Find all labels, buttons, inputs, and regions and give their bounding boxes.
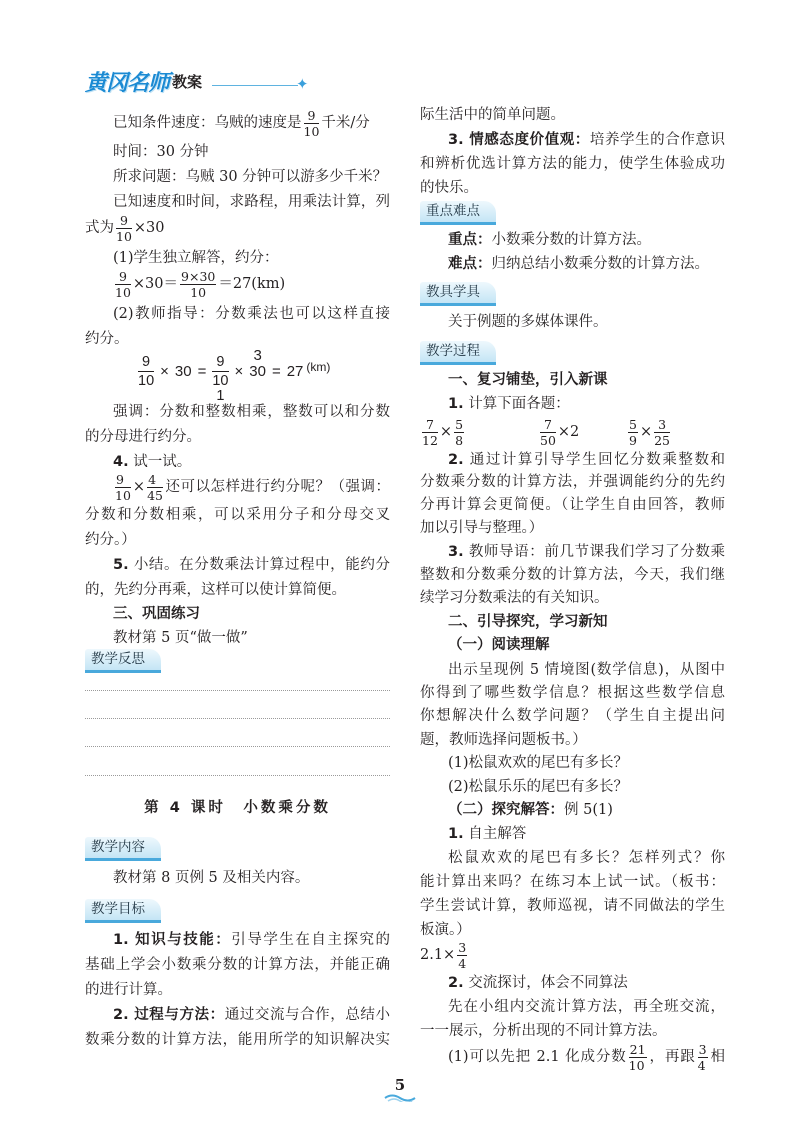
numerator: 5 (629, 416, 637, 432)
reading-line-d: 题，教师选择问题板书。） (420, 732, 587, 748)
key-label: 重点： (448, 232, 492, 248)
item-number: 1. (448, 826, 464, 842)
goal-label: 3. 情感态度价值观： (448, 132, 590, 148)
goal-text: 培养学生的合作意识 (589, 132, 725, 148)
intro-line-b: 整数和分数乘分数的计算方法，今天，我们继 (420, 567, 725, 583)
fraction (304, 109, 320, 138)
time-line: 时间：30 分钟 (113, 144, 209, 160)
fraction (116, 214, 132, 243)
numerator: 3 (654, 418, 670, 433)
equals-sign: = (197, 362, 207, 380)
fraction (147, 473, 163, 502)
recall-line-d: 加以引导与整理。） (420, 520, 544, 536)
denominator: 8 (455, 432, 464, 448)
speed-unit: 千米/分 (321, 115, 370, 131)
item-number: 2. (448, 975, 464, 991)
section-tag-content: 教学内容 (85, 837, 161, 861)
calc-text: 计算下面各题： (463, 396, 570, 412)
try-line-b: 分数和分数相乘，可以采用分子和分母交叉 (85, 507, 390, 523)
practice-heading: 三、巩固练习 (113, 606, 200, 622)
numerator: 9 (116, 214, 132, 229)
reading-line-c: 你想解决什么数学问题？（学生自主提出问 (420, 708, 725, 724)
fraction (180, 270, 216, 299)
explore-heading (420, 799, 725, 821)
fraction (115, 473, 131, 502)
exercise-row (420, 415, 725, 449)
reduced-integer: 3 (253, 346, 262, 364)
operator: × (439, 424, 453, 440)
denominator: 4 (458, 955, 467, 971)
step2-line-end: 约分。 (85, 331, 129, 347)
step1-line: (1)学生独立解答，约分： (113, 250, 279, 266)
item-number: 2. (448, 452, 464, 468)
tools-line: 关于例题的多媒体课件。 (448, 314, 608, 330)
fraction (422, 418, 438, 447)
try-text: 试一试。 (128, 454, 192, 470)
explore-label: （二）探究解答： (448, 802, 564, 818)
key-point-line (420, 229, 725, 251)
expression-rest: ×30 (133, 220, 165, 236)
reflection-rule (85, 746, 390, 747)
self-line-c: 能计算出来吗？在练习本上试一试。（板书： (420, 874, 725, 890)
unit: (km) (306, 360, 331, 374)
recall-line (420, 449, 725, 471)
expression-text: 式为 (85, 220, 114, 236)
self-line-d: 学生尝试计算，教师巡视，请不同做法的学生 (420, 898, 725, 914)
denominator: 50 (540, 432, 556, 448)
numerator: 9×30 (181, 268, 216, 284)
reflection-rule (85, 690, 390, 691)
denominator: 4 (697, 1057, 706, 1073)
times-sign: × (160, 362, 169, 380)
numerator: 5 (455, 416, 464, 432)
method1-middle: ，再跟 (648, 1049, 696, 1065)
reflection-rule (85, 718, 390, 719)
goal2-line-c: 际生活中的简单问题。 (420, 107, 565, 123)
self-heading (420, 823, 725, 845)
reduced-denominator: 1 (216, 387, 225, 404)
reading-heading: （一）阅读理解 (448, 637, 550, 653)
method1-line (420, 1040, 725, 1074)
denominator: 10 (115, 284, 131, 300)
section-tag-tools: 教具学具 (420, 282, 496, 306)
integer: 30 (249, 362, 266, 380)
fraction (115, 270, 131, 299)
numerator: 9 (304, 109, 320, 124)
difficulty-text: 归纳总结小数乘分数的计算方法。 (491, 256, 709, 272)
goal-text: 引导学生在自主探究的 (231, 932, 390, 948)
discuss-heading (420, 972, 725, 994)
fraction (138, 354, 154, 389)
goal3-line (420, 129, 725, 151)
item-number: 5. (113, 557, 129, 573)
numerator: 7 (422, 418, 438, 433)
equals-sign: = (271, 362, 281, 380)
speed-line (85, 106, 390, 140)
exercise (538, 415, 579, 449)
try-question: 还可以怎样进行约分呢？（强调： (164, 479, 390, 495)
operator: × (639, 424, 653, 440)
goal2-line-b: 数乘分数的计算方法，能用所学的知识解决实 (85, 1032, 390, 1048)
denominator: 25 (654, 432, 671, 448)
numerator: 9 (138, 354, 154, 372)
difficulty-label: 难点： (448, 256, 492, 272)
self-line-e: 板演。） (420, 922, 471, 938)
method1-text: (1)可以先把 2.1 化成分数 (448, 1049, 627, 1065)
content-line: 教材第 8 页例 5 及相关内容。 (113, 870, 310, 886)
reading-line: 出示呈现例 5 情境图(数学信息)，从图中 (448, 662, 725, 678)
fraction (654, 418, 670, 447)
integer: 30 (174, 362, 192, 380)
numerator: 3 (698, 1041, 707, 1057)
numerator: 9 (212, 354, 228, 372)
cancellation-formula (138, 345, 331, 404)
try-line-c: 约分。） (85, 532, 136, 548)
item-number: 3. (448, 544, 464, 560)
discuss-line-b: 先在小组内交流计算方法，再全班交流， (448, 999, 725, 1015)
exercise (626, 415, 672, 449)
calc-heading (420, 393, 725, 415)
page-ribbon-icon (384, 1093, 416, 1102)
question-1: (1)松鼠欢欢的尾巴有多长？ (448, 755, 629, 771)
calc-result: ＝27(km) (218, 276, 286, 292)
section-tag-reflection: 教学反思 (85, 649, 161, 673)
fraction (454, 418, 464, 447)
times-sign: × (132, 479, 146, 495)
denominator: 10 (116, 228, 132, 244)
denominator: 10 (303, 123, 320, 139)
numerator: 21 (629, 1041, 646, 1057)
goal3-line-c: 的快乐。 (420, 180, 478, 196)
sparkle-icon: ✦ (296, 75, 309, 93)
stress-line: 强调：分数和整数相乘，整数可以和分数 (113, 404, 390, 420)
recall-line-c: 分再计算会更简便。（让学生自由回答，教师 (420, 497, 725, 513)
self-line-b: 松鼠欢欢的尾巴有多长？怎样列式？你 (448, 850, 725, 866)
fraction (457, 941, 467, 970)
practice-line: 教材第 5 页“做一做” (113, 630, 248, 646)
expression-line (420, 938, 725, 972)
numerator: 9 (115, 270, 131, 285)
fraction (628, 418, 638, 447)
intro-line (420, 541, 725, 563)
intro-text: 教师导语：前几节课我们学习了分数乘 (463, 544, 725, 560)
result: 27 (286, 362, 304, 380)
fraction (540, 418, 556, 447)
numerator: 9 (115, 473, 131, 488)
brand-logo: 黄冈名师 (85, 71, 170, 96)
key-text: 小数乘分数的计算方法。 (491, 232, 651, 248)
difficulty-line (420, 253, 725, 275)
reading-line-b: 你得到了哪些数学信息？根据这些数学信息 (420, 685, 725, 701)
numerator: 7 (540, 418, 556, 433)
question-2: (2)松鼠乐乐的尾巴有多长？ (448, 779, 629, 795)
fraction (629, 1043, 647, 1072)
try-calculation (85, 470, 390, 504)
denominator: 12 (422, 432, 438, 448)
denominator: 10 (190, 284, 207, 300)
known-line: 已知速度和时间，求路程，用乘法计算，列 (113, 194, 390, 210)
speed-text: 已知条件速度：乌贼的速度是 (113, 115, 302, 131)
part2-heading: 二、引导探究，学习新知 (448, 614, 608, 630)
goal1-line-b: 基础上学会小数乘分数的计算方法，并能正确 (85, 957, 390, 973)
goal-label: 1. 知识与技能： (113, 932, 232, 948)
item-number: 4. (113, 454, 129, 470)
section-tag-process: 教学过程 (420, 341, 496, 365)
goal2-line (85, 1004, 390, 1026)
goal-text: 通过交流与合作，总结小 (224, 1007, 390, 1023)
calc-middle: ×30＝ (132, 276, 179, 292)
intro-line-c: 续学习分数乘法的有关知识。 (420, 590, 609, 606)
denominator: 10 (138, 372, 155, 389)
goal-label: 2. 过程与方法： (113, 1007, 225, 1023)
reflection-rule (85, 775, 390, 776)
numerator: 3 (458, 939, 467, 955)
goal3-line-b: 和辨析优选计算方法的能力，使学生体验成功 (420, 156, 725, 172)
numerator: 4 (147, 473, 163, 488)
section-tag-key-points: 重点难点 (420, 201, 496, 225)
stress-line-end: 的分母进行约分。 (85, 429, 201, 445)
section-tag-goals: 教学目标 (85, 899, 161, 923)
recall-text: 通过计算引导学生回忆分数乘整数和 (463, 452, 725, 468)
denominator: 10 (115, 487, 131, 503)
lesson-title: 第 4 课时 小数乘分数 (144, 800, 331, 816)
item-number: 1. (448, 396, 464, 412)
fraction-cancelled (212, 353, 229, 404)
denominator: 10 (628, 1057, 645, 1073)
page-number: 5 (394, 1076, 406, 1094)
expression-line (85, 211, 390, 245)
summary-line (85, 554, 390, 576)
goal1-line-c: 的进行计算。 (85, 982, 172, 998)
discuss-text: 交流探讨，体会不同算法 (463, 975, 628, 991)
step2-line: (2)教师指导：分数乘法也可以这样直接 (113, 306, 390, 322)
operator: ×2 (557, 424, 580, 440)
self-text: 自主解答 (463, 826, 527, 842)
denominator: 45 (147, 487, 163, 503)
step1-calculation (85, 267, 390, 301)
discuss-line-c: 一一展示，分析出现的不同计算方法。 (420, 1023, 667, 1039)
header-rule (212, 85, 298, 86)
exercise (420, 415, 466, 449)
fraction (698, 1043, 708, 1072)
summary-text: 小结。在分数乘法计算过程中，能约分 (128, 557, 390, 573)
summary-line-end: 的，先约分再乘，这样可以使计算简便。 (85, 582, 346, 598)
header-label: 教案 (172, 73, 203, 91)
denominator: 9 (629, 432, 637, 448)
question-line: 所求问题：乌贼 30 分钟可以游多少千米？ (113, 169, 388, 185)
recall-line-b: 分数乘分数的计算方法，并强调能约分的先约 (420, 474, 725, 490)
integer-cancelled (249, 346, 266, 380)
part1-heading: 一、复习铺垫，引入新课 (448, 372, 608, 388)
expression-text: 2.1× (420, 947, 456, 963)
times-sign: × (234, 362, 244, 380)
method1-end: 相 (709, 1049, 726, 1065)
denominator: 10 (212, 372, 229, 389)
explore-text: 例 5(1) (564, 802, 613, 818)
goal1-line (85, 929, 390, 951)
